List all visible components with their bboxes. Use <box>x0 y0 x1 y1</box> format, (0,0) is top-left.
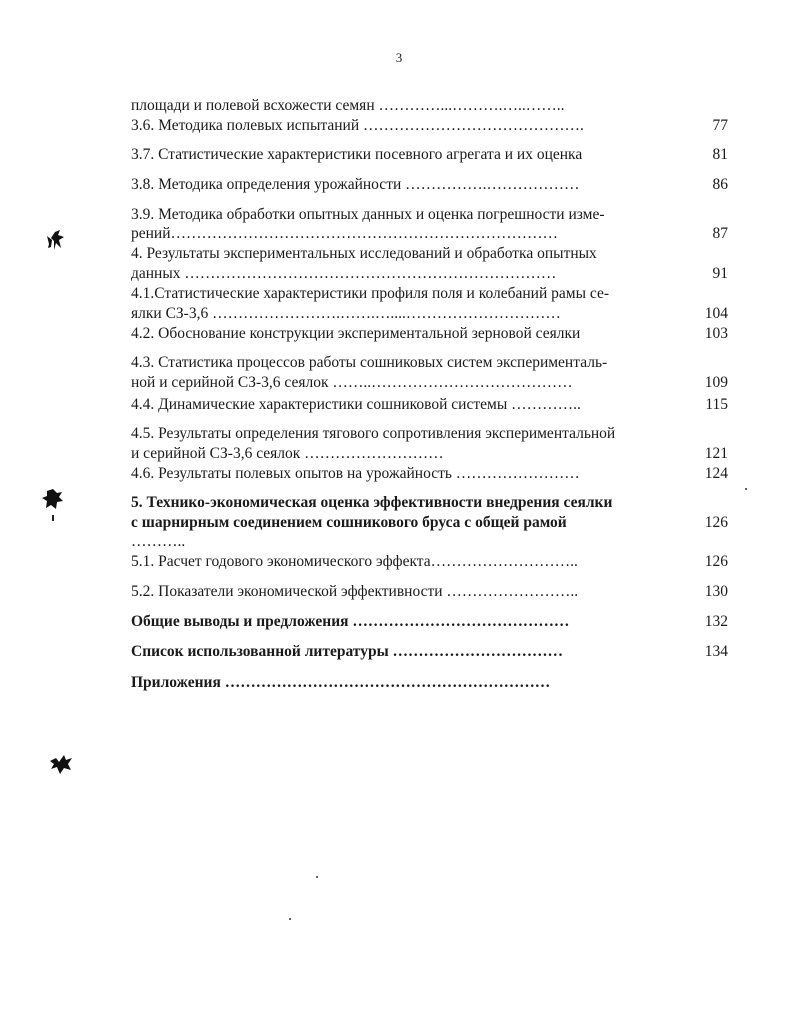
toc-page-number: 103 <box>704 325 728 342</box>
scan-blot-icon <box>46 752 76 778</box>
toc-page-number: 87 <box>712 225 728 242</box>
toc-line: 4.2. Обоснование конструкции экспериментальной зерновой сеялки <box>131 325 581 342</box>
toc-line: 3.8. Методика определения урожайности …………….……………… <box>131 176 580 193</box>
toc-page-number: 132 <box>704 613 728 630</box>
toc-line: рений………………………………………………………………… <box>131 225 559 242</box>
toc-line: 3.7. Статистические характеристики посевного агрегата и их оценка <box>131 146 583 163</box>
toc-line: 3.6. Методика полевых испытаний ……………………………………. <box>131 117 584 134</box>
toc-line: и серийной СЗ-3,6 сеялок ……………………… <box>131 445 444 462</box>
toc-line: Общие выводы и предложения …………………………………… <box>131 613 570 630</box>
toc-line: 4.1.Статистические характеристики профиля поля и колебаний рамы се- <box>131 285 609 302</box>
toc-page-number: 130 <box>704 583 728 600</box>
toc-line: 5. Технико-экономическая оценка эффективности внедрения сеялки <box>131 494 613 511</box>
scan-speck <box>745 488 747 490</box>
toc-line: Список использованной литературы …………………………… <box>131 643 564 660</box>
toc-page-number: 91 <box>712 265 728 282</box>
toc-line: с шарнирным соединением сошникового бруса с общей рамой <box>131 514 567 531</box>
scan-speck <box>289 918 291 920</box>
toc-line: ной и серийной СЗ-3,6 сеялок ……..………………………………… <box>131 374 573 391</box>
toc-line: Приложения ……………………………………………………… <box>131 674 551 691</box>
page-number: 3 <box>395 50 403 65</box>
scan-blot-icon <box>38 485 68 525</box>
toc-line: 5.1. Расчет годового экономического эффекта……………………….. <box>131 553 578 570</box>
toc-page-number: 86 <box>712 176 728 193</box>
toc-line: данных ……………………………………………………………… <box>131 265 557 282</box>
toc-line: 3.9. Методика обработки опытных данных и оценка погрешности изме- <box>131 206 605 223</box>
toc-page-number: 77 <box>712 117 728 134</box>
toc-line: площади и полевой всхожести семян …………...……….…..…….. <box>131 97 565 114</box>
toc-page-number: 126 <box>704 514 728 531</box>
toc-line: 4.3. Статистика процессов работы сошниковых систем эксперименталь- <box>131 354 608 371</box>
toc-page-number: 104 <box>704 305 728 322</box>
toc-page-number: 81 <box>712 146 728 163</box>
toc-page-number: 134 <box>704 643 728 660</box>
scan-speck <box>316 876 318 878</box>
toc-line: 4.6. Результаты полевых опытов на урожайность …………………… <box>131 465 580 482</box>
toc-line: ……….. <box>131 533 186 550</box>
toc-line: 4. Результаты экспериментальных исследований и обработка опытных <box>131 245 597 262</box>
toc-line: ялки СЗ-3,6 …………………….…….…....………………………… <box>131 305 561 322</box>
toc-line: 4.4. Динамические характеристики сошниковой системы ………….. <box>131 396 581 413</box>
toc-line: 5.2. Показатели экономической эффективности …………………….. <box>131 583 579 600</box>
toc-page-number: 126 <box>704 553 728 570</box>
toc-page-number: 121 <box>704 445 728 462</box>
toc-page-number: 124 <box>704 465 728 482</box>
toc-line: 4.5. Результаты определения тягового сопротивления экспериментальной <box>131 425 616 442</box>
toc-page-number: 115 <box>705 396 728 413</box>
scan-blot-icon <box>44 226 70 256</box>
toc-page-number: 109 <box>704 374 728 391</box>
